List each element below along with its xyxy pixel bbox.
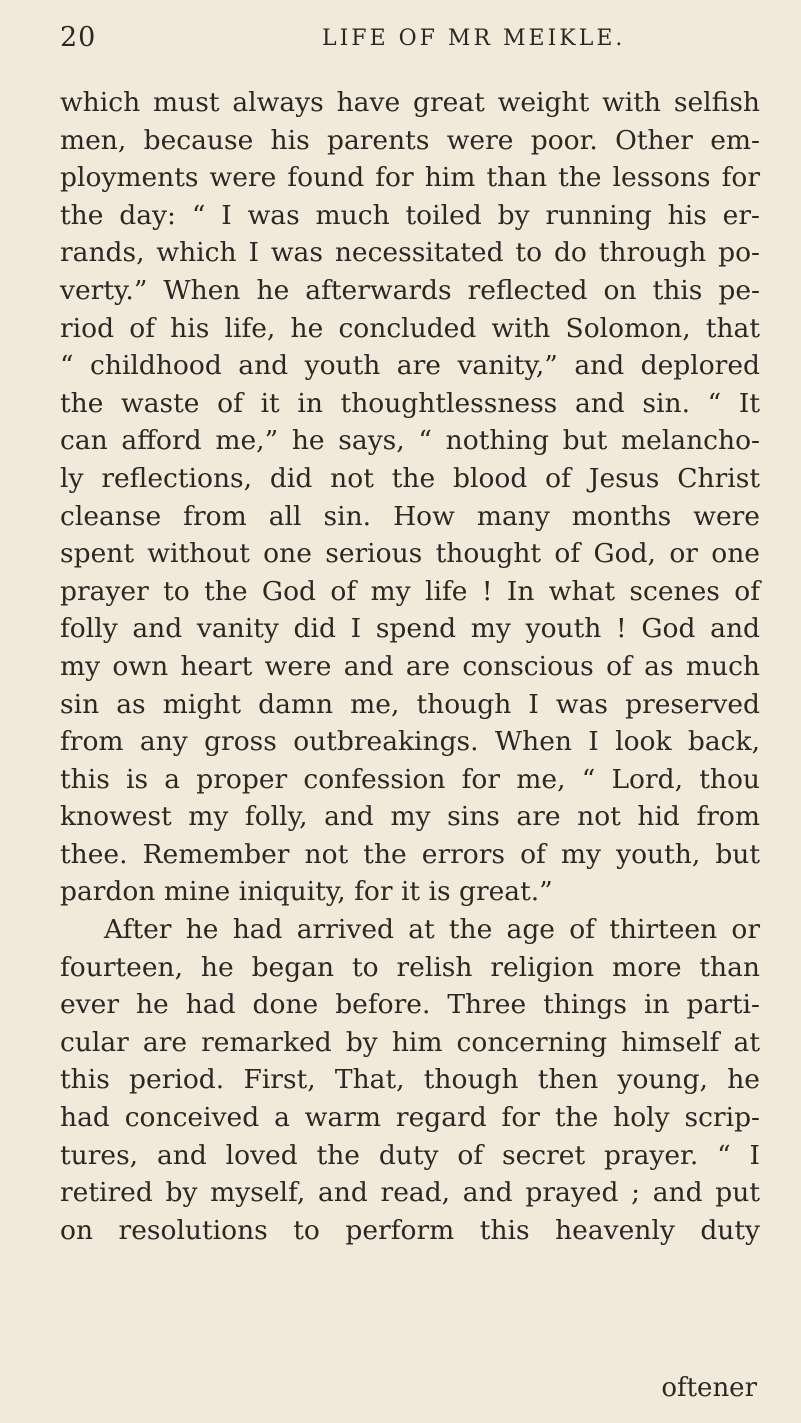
text-line: thee. Remember not the errors of my youth, but (60, 838, 760, 870)
text-line: ly reflections, did not the blood of Jesus Christ (60, 462, 760, 494)
text-line: cular are remarked by him concerning himself at (60, 1026, 760, 1058)
text-line: “ childhood and youth are vanity,” and deplored (60, 350, 760, 382)
running-title: LIFE OF MR MEIKLE. (322, 26, 626, 51)
text-line: from any gross outbreakings. When I look back, (60, 726, 760, 758)
text-line: had conceived a warm regard for the holy scrip- (60, 1102, 760, 1134)
text-line: men, because his parents were poor. Other em- (60, 124, 760, 156)
body-text (60, 84, 760, 1249)
text-line: riod of his life, he concluded with Solomon, that (60, 312, 760, 344)
text-line: the day: “ I was much toiled by running his er- (60, 199, 760, 231)
text-line: this period. First, That, though then young, he (60, 1064, 760, 1096)
text-line: cleanse from all sin. How many months were (60, 500, 760, 532)
catchword: oftener (661, 1373, 757, 1403)
text-line: rands, which I was necessitated to do through po- (60, 237, 760, 269)
text-line: retired by myself, and read, and prayed ; and put (60, 1177, 760, 1209)
text-line: the waste of it in thoughtlessness and sin. “ It (60, 387, 760, 419)
text-line: fourteen, he began to relish religion more than (60, 951, 760, 983)
text-line: folly and vanity did I spend my youth ! God and (60, 613, 760, 645)
text-line: my own heart were and are conscious of as much (60, 650, 760, 682)
text-line: which must always have great weight with selfish (60, 87, 760, 118)
text-line: can afford me,” he says, “ nothing but melancho- (60, 425, 760, 457)
text-line: verty.” When he afterwards reflected on this pe- (60, 274, 760, 306)
text-line: prayer to the God of my life ! In what scenes of (60, 575, 760, 607)
text-line: knowest my folly, and my sins are not hid from (60, 801, 760, 833)
text-line-paragraph-start: After he had arrived at the age of thirteen or (104, 914, 760, 946)
text-line: on resolutions to perform this heavenly duty (60, 1214, 760, 1246)
text-line: this is a proper confession for me, “ Lord, thou (60, 763, 760, 795)
running-head (60, 22, 756, 62)
text-line: sin as might damn me, though I was preserved (60, 688, 760, 720)
text-line-paragraph-end: pardon mine iniquity, for it is great.” (60, 876, 553, 908)
page-number: 20 (60, 22, 97, 53)
text-line: tures, and loved the duty of secret prayer. “ I (60, 1139, 760, 1171)
text-line: spent without one serious thought of God, or one (60, 538, 760, 570)
text-line: ployments were found for him than the lessons for (60, 162, 760, 194)
text-line: ever he had done before. Three things in parti- (60, 989, 760, 1021)
